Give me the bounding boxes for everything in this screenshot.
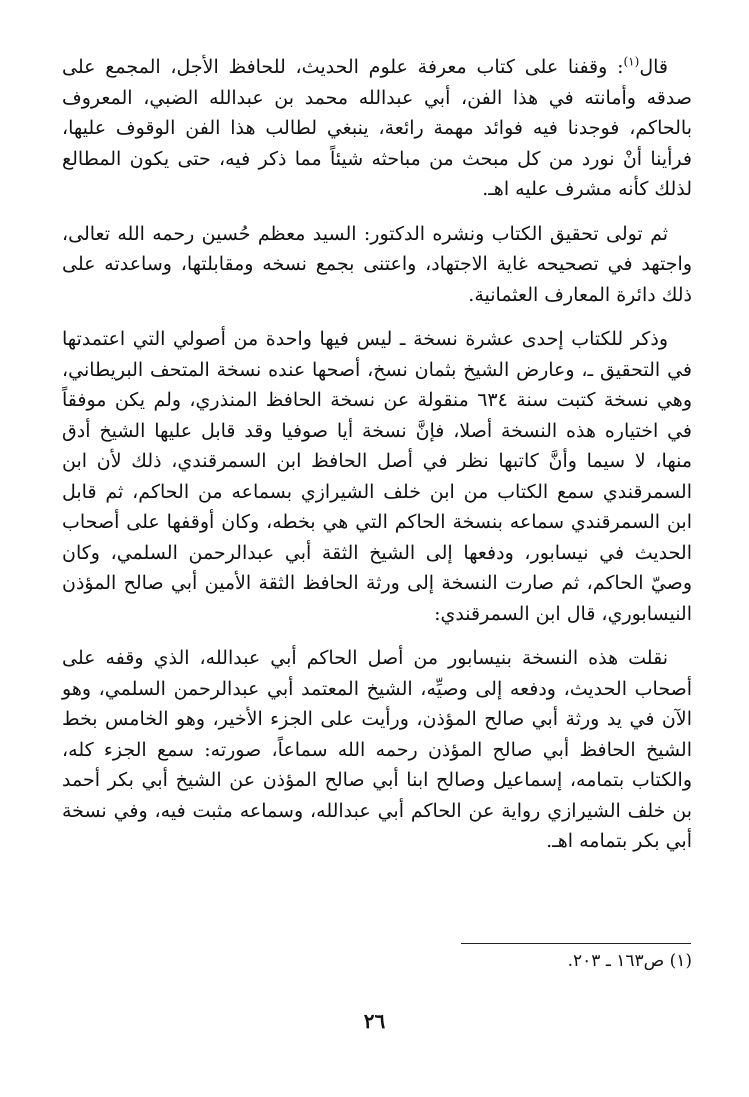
page-number: ٢٦ xyxy=(363,1009,386,1033)
footnote-marker: (١) xyxy=(623,54,640,69)
footnote: (١) ص١٦٣ ـ ٢٠٣. xyxy=(567,951,692,971)
paragraph-1 xyxy=(62,52,692,205)
paragraph-text: : وقفنا على كتاب معرفة علوم الحديث، للحافظ الأجل، المجمع على صدقه وأمانته في هذا الفن، أبي عبدالله محمد بن عبدالله الضبي، المعروف بالحاكم، فوجدنا فيه فوائد مهمة رائعة، ينبغي لطالب هذا الفن الوقوف عليها، فرأينا أنْ نورد من كل مبحث من مباحثه شيئاً مما ذكر فيه، حتى يكون المطالع لذلك كأنه مشرف عليه اهـ. xyxy=(62,56,692,200)
footnote-separator xyxy=(461,943,691,944)
main-text xyxy=(62,52,692,871)
paragraph-3: وذكر للكتاب إحدى عشرة نسخة ـ ليس فيها واحدة من أصولي التي اعتمدتها في التحقيق ـ، وعارض الشيخ بثمان نسخ، أصحها عنده نسخة المتحف البريطاني، وهي نسخة كتبت سنة ٦٣٤ منقولة عن نسخة الحافظ المنذري، ولم يكن موفقاً في اختياره هذه النسخة أصلا، فإنَّ نسخة أيا صوفيا وقد قابل عليها الشيخ أدق منها، لا سيما وأنَّ كاتبها نظر في أصل الحافظ ابن السمرقندي، ذلك لأن ابن السمرقندي سمع الكتاب من ابن خلف الشيرازي بسماعه من الحاكم، ثم قابل ابن السمرقندي سماعه بنسخة الحاكم التي هي بخطه، وكان أوقفها على أصحاب الحديث في نيسابور، ودفعها إلى الشيخ الثقة أبي عبدالرحمن السلمي، وكان وصيّ الحاكم، ثم صارت النسخة إلى ورثة الحافظ الثقة الأمين أبي صالح المؤذن النيسابوري، قال ابن السمرقندي: xyxy=(62,328,693,625)
paragraph-lead: قال xyxy=(639,56,668,78)
paragraph-4-quotation: نقلت هذه النسخة بنيسابور من أصل الحاكم أبي عبدالله، الذي وقفه على أصحاب الحديث، ودفعه إلى وصيِّه، الشيخ المعتمد أبي عبدالرحمن السلمي، وهو الآن في يد ورثة أبي صالح المؤذن، ورأيت على الجزء الأخير، وهو الخامس بخط الشيخ الحافظ أبي صالح المؤذن رحمه الله سماعاً، صورته: سمع الجزء كله، والكتاب بتمامه، إسماعيل وصالح ابنا أبي صالح المؤذن عن الشيخ أبي بكر أحمد بن خلف الشيرازي رواية عن الحاكم أبي عبدالله، وسماعه مثبت فيه، وفي نسخة أبي بكر بتمامه اهـ. xyxy=(62,647,692,852)
paragraph-2: ثم تولى تحقيق الكتاب ونشره الدكتور: السيد معظم حُسين رحمه الله تعالى، واجتهد في تصحيحه غاية الاجتهاد، واعتنى بجمع نسخه ومقابلتها، وساعدته على ذلك دائرة المعارف العثمانية. xyxy=(62,222,692,306)
